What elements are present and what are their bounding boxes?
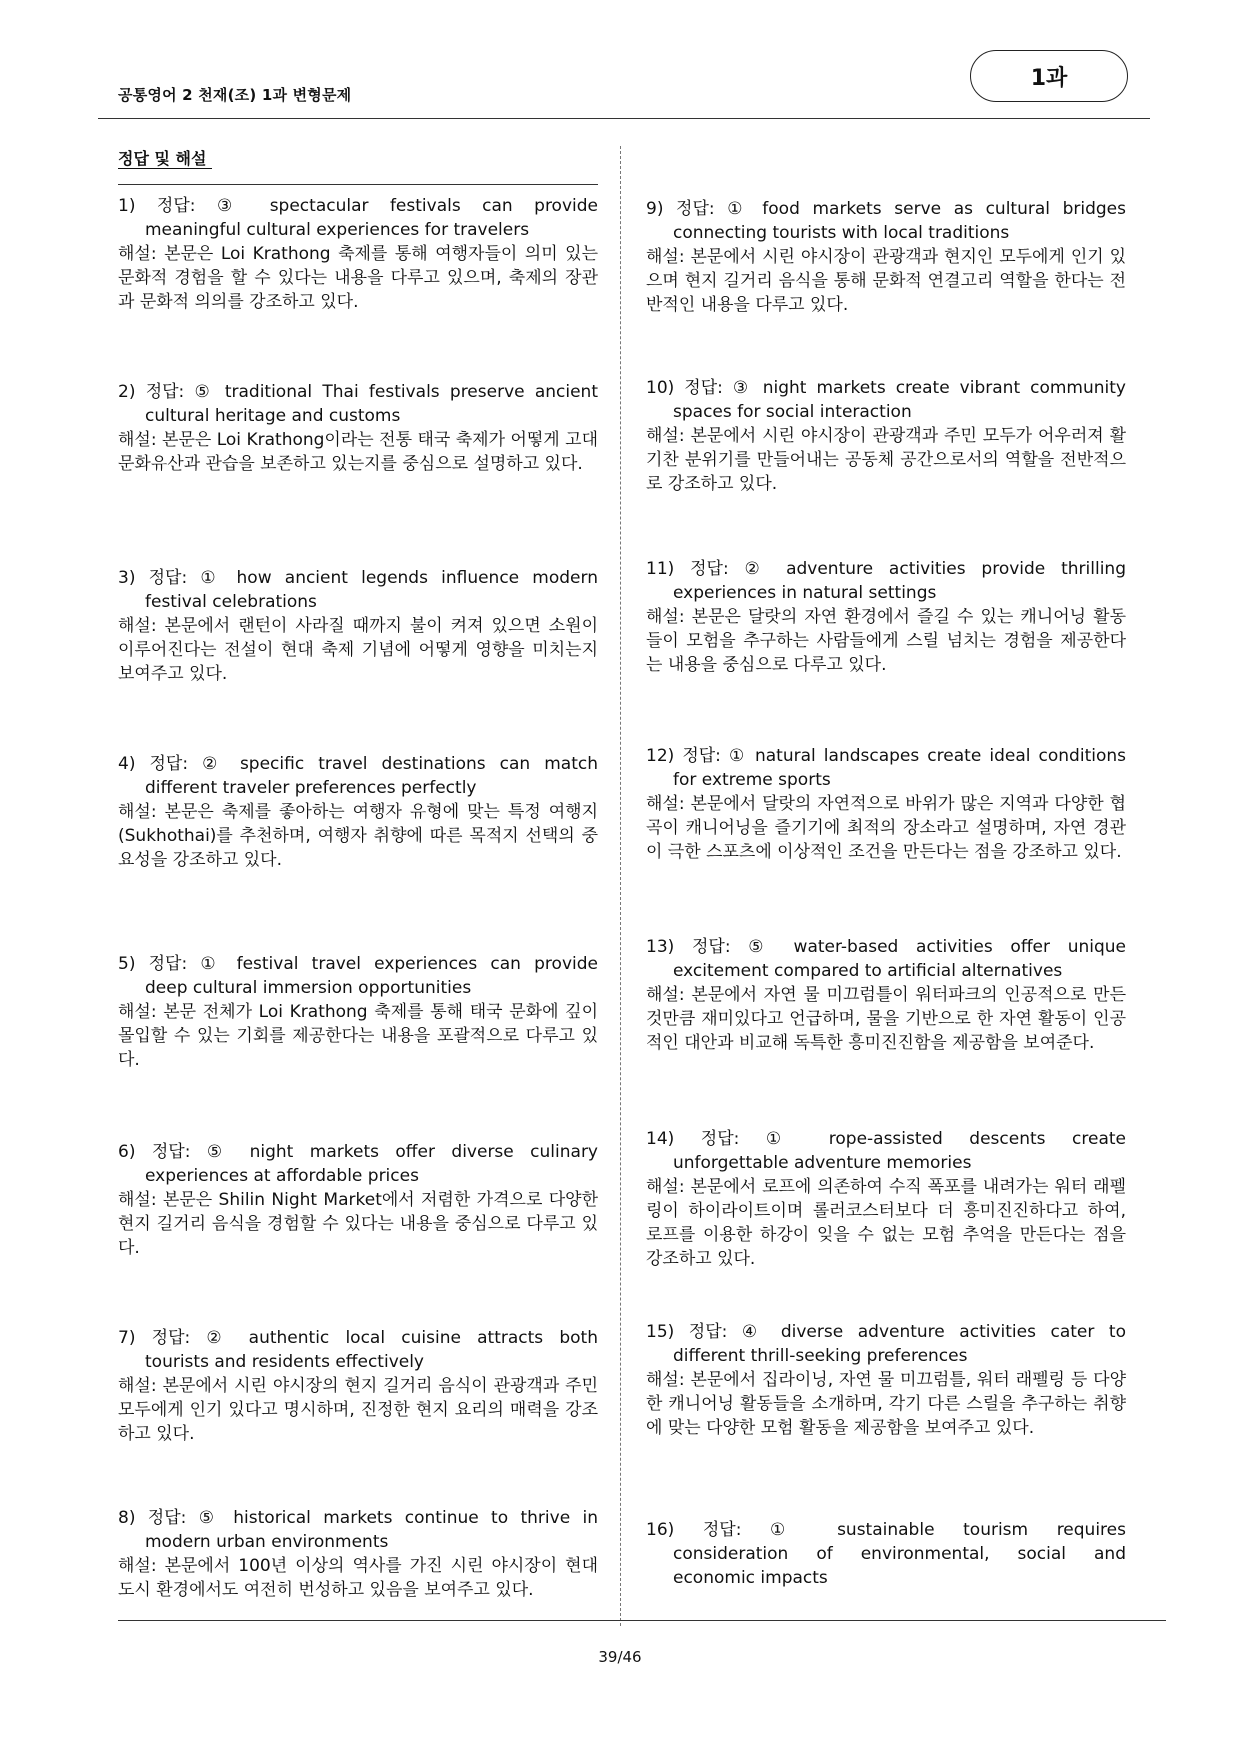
answer-line-cont: meaningful cultural experiences for travelers bbox=[145, 220, 530, 240]
answer-item-10 bbox=[646, 376, 1126, 496]
answer-line: 11) 정답: ② adventure activities provide thrilling bbox=[646, 559, 1126, 579]
header-title: 공통영어 2 천재(조) 1과 변형문제 bbox=[118, 86, 352, 104]
answer-line-cont: festival celebrations bbox=[145, 592, 317, 612]
answer-item-16 bbox=[646, 1518, 1126, 1590]
answer-line-cont: economic impacts bbox=[673, 1568, 828, 1588]
answer-line: 14) 정답: ① rope-assisted descents create bbox=[646, 1129, 1126, 1149]
answer-item-7 bbox=[118, 1326, 598, 1446]
answer-line-cont: tourists and residents effectively bbox=[145, 1352, 424, 1372]
answer-line: 10) 정답: ③ night markets create vibrant community bbox=[646, 378, 1126, 398]
answer-line-cont: modern urban environments bbox=[145, 1532, 389, 1552]
answer-item-14 bbox=[646, 1127, 1126, 1271]
answer-item-13 bbox=[646, 935, 1126, 1055]
answer-line: 7) 정답: ② authentic local cuisine attracts both bbox=[118, 1328, 598, 1348]
answer-line-cont: cultural heritage and customs bbox=[145, 406, 401, 426]
answer-item-2 bbox=[118, 380, 598, 476]
answer-line: 2) 정답: ⑤ traditional Thai festivals preserve ancient bbox=[118, 382, 598, 402]
answer-line-cont: for extreme sports bbox=[673, 770, 831, 790]
explanation: 해설: 본문에서 로프에 의존하여 수직 폭포를 내려가는 워터 래펠링이 하이라이트이며 롤러코스터보다 더 흥미진진하다고 하여, 로프를 이용한 하강이 잊을 수 없는 모험 추억을 만든다는 점을 강조하고 있다. bbox=[646, 1177, 1126, 1269]
answer-item-12 bbox=[646, 744, 1126, 864]
answer-line-cont: different thrill-seeking preferences bbox=[673, 1346, 968, 1366]
answer-line: 12) 정답: ① natural landscapes create ideal conditions bbox=[646, 746, 1126, 766]
header-rule bbox=[98, 118, 1150, 119]
explanation: 해설: 본문에서 집라이닝, 자연 물 미끄럼틀, 워터 래펠링 등 다양한 캐니어닝 활동들을 소개하며, 각기 다른 스릴을 추구하는 취향에 맞는 다양한 모험 활동을 제공함을 보여주고 있다. bbox=[646, 1370, 1126, 1438]
answer-item-4 bbox=[118, 752, 598, 872]
explanation: 해설: 본문은 달랏의 자연 환경에서 즐길 수 있는 캐니어닝 활동들이 모험을 추구하는 사람들에게 스릴 넘치는 경험을 제공한다는 내용을 중심으로 다루고 있다. bbox=[646, 607, 1126, 675]
explanation: 해설: 본문에서 달랏의 자연적으로 바위가 많은 지역과 다양한 협곡이 캐니어닝을 즐기기에 최적의 장소라고 설명하며, 자연 경관이 극한 스포츠에 이상적인 조건을 만든다는 점을 강조하고 있다. bbox=[646, 794, 1126, 862]
answer-line: 6) 정답: ⑤ night markets offer diverse culinary bbox=[118, 1142, 598, 1162]
answer-line-cont: different traveler preferences perfectly bbox=[145, 778, 477, 798]
answer-line: 5) 정답: ① festival travel experiences can provide bbox=[118, 954, 598, 974]
answer-line-cont: deep cultural immersion opportunities bbox=[145, 978, 472, 998]
answer-line: 3) 정답: ① how ancient legends influence modern bbox=[118, 568, 598, 588]
page-number: 39/46 bbox=[598, 1648, 642, 1666]
answer-line: 1) 정답: ③ spectacular festivals can provide bbox=[118, 196, 598, 216]
explanation: 해설: 본문에서 시린 야시장이 관광객과 주민 모두가 어우러져 활기찬 분위기를 만들어내는 공동체 공간으로서의 역할을 전반적으로 강조하고 있다. bbox=[646, 426, 1126, 494]
explanation: 해설: 본문은 Shilin Night Market에서 저렴한 가격으로 다양한 현지 길거리 음식을 경험할 수 있다는 내용을 중심으로 다루고 있다. bbox=[118, 1190, 598, 1258]
answer-line: 8) 정답: ⑤ historical markets continue to thrive in bbox=[118, 1508, 598, 1528]
explanation: 해설: 본문은 Loi Krathong 축제를 통해 여행자들이 의미 있는 문화적 경험을 할 수 있다는 내용을 다루고 있으며, 축제의 장관과 문화적 의의를 강조하고 있다. bbox=[118, 244, 598, 312]
section-heading: 정답 및 해설 bbox=[118, 149, 212, 168]
section-rule bbox=[118, 184, 598, 185]
lesson-badge: 1과 bbox=[970, 50, 1128, 102]
answer-line-cont: connecting tourists with local traditions bbox=[673, 223, 1010, 243]
answer-line-cont: experiences at affordable prices bbox=[145, 1166, 419, 1186]
answer-item-1 bbox=[118, 194, 598, 314]
answer-item-8 bbox=[118, 1506, 598, 1602]
column-divider bbox=[620, 146, 621, 1626]
answer-line-cont: excitement compared to artificial alternatives bbox=[673, 961, 1063, 981]
answer-item-6 bbox=[118, 1140, 598, 1260]
explanation: 해설: 본문에서 랜턴이 사라질 때까지 불이 켜져 있으면 소원이 이루어진다는 전설이 현대 축제 기념에 어떻게 영향을 미치는지 보여주고 있다. bbox=[118, 616, 598, 684]
answer-line: 16) 정답: ① sustainable tourism requires bbox=[646, 1520, 1126, 1540]
answer-item-3 bbox=[118, 566, 598, 686]
answer-item-15 bbox=[646, 1320, 1126, 1440]
answer-line-cont: spaces for social interaction bbox=[673, 402, 912, 422]
answer-line: 13) 정답: ⑤ water-based activities offer unique bbox=[646, 937, 1126, 957]
answer-line-cont: consideration of environmental, social and bbox=[673, 1544, 1126, 1564]
explanation: 해설: 본문에서 100년 이상의 역사를 가진 시린 야시장이 현대 도시 환경에서도 여전히 번성하고 있음을 보여주고 있다. bbox=[118, 1556, 598, 1600]
answer-item-5 bbox=[118, 952, 598, 1072]
answer-line-cont: unforgettable adventure memories bbox=[673, 1153, 972, 1173]
answer-line-cont: experiences in natural settings bbox=[673, 583, 937, 603]
explanation: 해설: 본문은 Loi Krathong이라는 전통 태국 축제가 어떻게 고대 문화유산과 관습을 보존하고 있는지를 중심으로 설명하고 있다. bbox=[118, 430, 598, 474]
explanation: 해설: 본문은 축제를 좋아하는 여행자 유형에 맞는 특정 여행지(Sukhothai)를 추천하며, 여행자 취향에 따른 목적지 선택의 중요성을 강조하고 있다. bbox=[118, 802, 598, 870]
answer-item-9 bbox=[646, 197, 1126, 317]
answer-item-11 bbox=[646, 557, 1126, 677]
answer-line: 15) 정답: ④ diverse adventure activities cater to bbox=[646, 1322, 1126, 1342]
explanation: 해설: 본문에서 시린 야시장이 관광객과 현지인 모두에게 인기 있으며 현지 길거리 음식을 통해 문화적 연결고리 역할을 한다는 전반적인 내용을 다루고 있다. bbox=[646, 247, 1126, 315]
footer-rule bbox=[118, 1620, 1166, 1621]
explanation: 해설: 본문 전체가 Loi Krathong 축제를 통해 태국 문화에 깊이 몰입할 수 있는 기회를 제공한다는 내용을 포괄적으로 다루고 있다. bbox=[118, 1002, 598, 1070]
answer-line: 9) 정답: ① food markets serve as cultural bridges bbox=[646, 199, 1126, 219]
explanation: 해설: 본문에서 자연 물 미끄럼틀이 워터파크의 인공적으로 만든 것만큼 재미있다고 언급하며, 물을 기반으로 한 자연 활동이 인공적인 대안과 비교해 독특한 흥미진진함을 제공함을 보여준다. bbox=[646, 985, 1126, 1053]
explanation: 해설: 본문에서 시린 야시장의 현지 길거리 음식이 관광객과 주민 모두에게 인기 있다고 명시하며, 진정한 현지 요리의 매력을 강조하고 있다. bbox=[118, 1376, 598, 1444]
answer-line: 4) 정답: ② specific travel destinations can match bbox=[118, 754, 598, 774]
